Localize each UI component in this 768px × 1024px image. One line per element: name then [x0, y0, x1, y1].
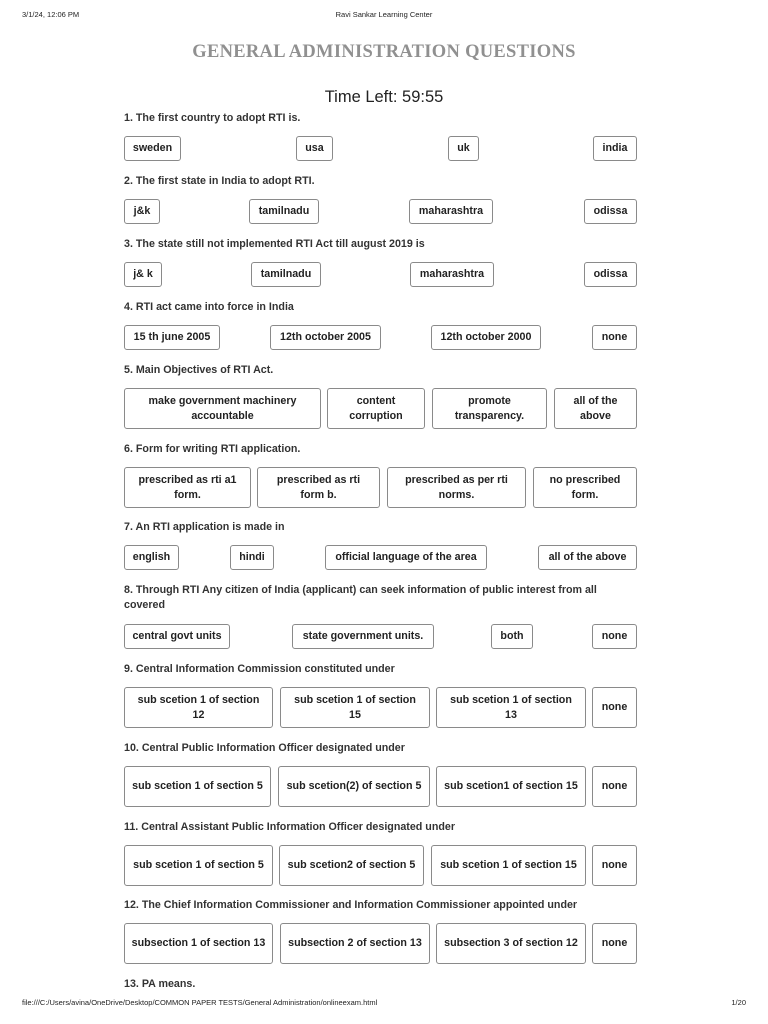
option-group: [124, 923, 638, 964]
option-button[interactable]: uk: [448, 136, 479, 161]
question-text: 10. Central Public Information Officer designated under: [124, 742, 405, 754]
option-button[interactable]: sub scetion 1 of section 12: [124, 687, 273, 728]
option-button[interactable]: sub scetion 1 of section 15: [431, 845, 586, 886]
option-button[interactable]: none: [592, 624, 637, 649]
option-button[interactable]: sub scetion 1 of section 5: [124, 766, 271, 807]
print-page-counter: 1/20: [731, 998, 746, 1007]
option-button[interactable]: subsection 2 of section 13: [280, 923, 430, 964]
option-button[interactable]: odissa: [584, 199, 637, 224]
question-text: 7. An RTI application is made in: [124, 521, 285, 533]
question-text: 11. Central Assistant Public Information Officer designated under: [124, 821, 455, 833]
print-header: [22, 10, 746, 22]
option-button[interactable]: maharashtra: [409, 199, 493, 224]
option-button[interactable]: j&k: [124, 199, 160, 224]
print-datetime: 3/1/24, 12:06 PM: [22, 10, 80, 19]
print-footer: [22, 998, 746, 1010]
option-button[interactable]: none: [592, 845, 637, 886]
option-group: [124, 199, 638, 224]
option-group: [124, 136, 638, 161]
option-button[interactable]: no prescribed form.: [533, 467, 637, 508]
option-button[interactable]: sub scetion2 of section 5: [279, 845, 424, 886]
page-title: GENERAL ADMINISTRATION QUESTIONS: [192, 42, 576, 62]
option-button[interactable]: maharashtra: [410, 262, 494, 287]
question-text: 3. The state still not implemented RTI Act till august 2019 is: [124, 238, 425, 250]
option-button[interactable]: odissa: [584, 262, 637, 287]
option-button[interactable]: prescribed as rti form b.: [257, 467, 380, 508]
option-button[interactable]: sub scetion 1 of section 13: [436, 687, 586, 728]
question-text: 12. The Chief Information Commissioner and Information Commissioner appointed under: [124, 899, 578, 911]
option-button[interactable]: make government machinery accountable: [124, 388, 321, 429]
question-text: 1. The first country to adopt RTI is.: [124, 112, 301, 124]
option-button[interactable]: english: [124, 545, 179, 570]
option-group: [124, 687, 638, 728]
option-button[interactable]: 12th october 2005: [270, 325, 381, 350]
question-text: 9. Central Information Commission constituted under: [124, 663, 395, 675]
question-text: 5. Main Objectives of RTI Act.: [124, 364, 274, 376]
question-text: 4. RTI act came into force in India: [124, 301, 294, 313]
option-button[interactable]: none: [592, 923, 637, 964]
option-group: [124, 388, 638, 429]
option-group: [124, 325, 638, 350]
print-file-path: file:///C:/Users/avina/OneDrive/Desktop/COMMON PAPER TESTS/General Administration/onlineexam.html: [22, 998, 378, 1007]
option-button[interactable]: official language of the area: [325, 545, 487, 570]
option-button[interactable]: all of the above: [554, 388, 637, 429]
option-button[interactable]: state government units.: [292, 624, 434, 649]
option-group: [124, 845, 638, 886]
option-button[interactable]: none: [592, 687, 637, 728]
option-button[interactable]: 12th october 2000: [431, 325, 541, 350]
option-group: [124, 262, 638, 287]
option-button[interactable]: usa: [296, 136, 333, 161]
question-text: 8. Through RTI Any citizen of India (applicant) can seek information of public interest from all covered: [124, 584, 597, 611]
question-text: 13. PA means.: [124, 978, 196, 990]
option-button[interactable]: subsection 3 of section 12: [436, 923, 586, 964]
option-group: [124, 624, 638, 649]
option-button[interactable]: none: [592, 766, 637, 807]
option-button[interactable]: 15 th june 2005: [124, 325, 220, 350]
option-button[interactable]: tamilnadu: [251, 262, 321, 287]
option-button[interactable]: sub scetion 1 of section 15: [280, 687, 430, 728]
option-button[interactable]: prescribed as per rti norms.: [387, 467, 526, 508]
option-button[interactable]: tamilnadu: [249, 199, 319, 224]
print-site-title: Ravi Sankar Learning Center: [335, 10, 433, 19]
option-button[interactable]: sweden: [124, 136, 181, 161]
option-group: [124, 545, 638, 570]
option-button[interactable]: sub scetion 1 of section 5: [124, 845, 273, 886]
question-text: 6. Form for writing RTI application.: [124, 443, 301, 455]
option-button[interactable]: sub scetion(2) of section 5: [278, 766, 430, 807]
option-button[interactable]: subsection 1 of section 13: [124, 923, 273, 964]
option-button[interactable]: promote transparency.: [432, 388, 547, 429]
option-button[interactable]: none: [592, 325, 637, 350]
option-button[interactable]: both: [491, 624, 533, 649]
option-button[interactable]: sub scetion1 of section 15: [436, 766, 586, 807]
option-button[interactable]: india: [593, 136, 637, 161]
option-button[interactable]: prescribed as rti a1 form.: [124, 467, 251, 508]
option-button[interactable]: all of the above: [538, 545, 637, 570]
option-button[interactable]: hindi: [230, 545, 274, 570]
option-button[interactable]: j& k: [124, 262, 162, 287]
option-group: [124, 467, 638, 508]
question-text: 2. The first state in India to adopt RTI.: [124, 175, 315, 187]
option-button[interactable]: central govt units: [124, 624, 230, 649]
option-button[interactable]: content corruption: [327, 388, 425, 429]
option-group: [124, 766, 638, 807]
countdown-timer: Time Left: 59:55: [324, 88, 444, 106]
